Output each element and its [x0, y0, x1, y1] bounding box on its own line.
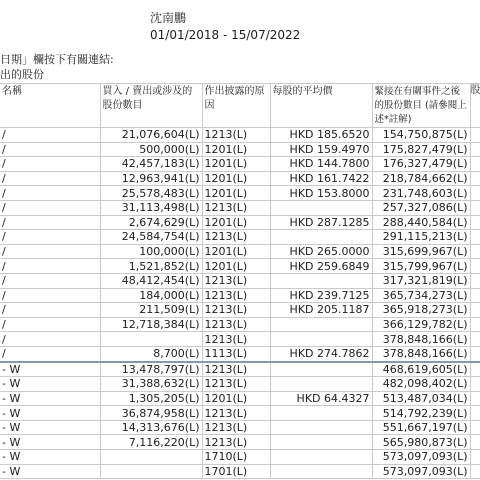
next-column-cell — [470, 157, 480, 172]
shares-after-event-cell: 365,918,273(L) — [372, 303, 470, 318]
average-price-cell: HKD 153.8000 — [270, 186, 372, 201]
average-price-cell — [270, 273, 372, 288]
table-row — [0, 288, 480, 303]
company-name-cell: / — [0, 244, 100, 259]
next-column-cell — [470, 362, 480, 377]
shares-involved-cell: 184,000(L) — [100, 288, 202, 303]
table-row — [0, 377, 480, 392]
table-row — [0, 406, 480, 421]
shares-involved-cell: 100,000(L) — [100, 244, 202, 259]
next-column-cell — [470, 346, 480, 361]
shares-after-event-cell: 378,848,166(L) — [372, 346, 470, 361]
table-row — [0, 303, 480, 318]
company-name-cell: - W — [0, 435, 100, 450]
shares-involved-cell: 13,478,797(L) — [100, 362, 202, 377]
company-name-cell: / — [0, 332, 100, 347]
table-row — [0, 464, 480, 479]
company-name-cell: / — [0, 128, 100, 143]
shares-involved-cell: 42,457,183(L) — [100, 157, 202, 172]
next-column-cell — [470, 391, 480, 406]
table-body — [0, 128, 480, 479]
shares-involved-cell — [100, 450, 202, 465]
shares-involved-cell: 8,700(L) — [100, 346, 202, 361]
column-header-shares-after-event: 緊接在有關事件之後的股份數目 (請參閱上述*註解) — [372, 84, 470, 128]
average-price-cell: HKD 144.7800 — [270, 157, 372, 172]
shares-after-event-cell: 573,097,093(L) — [372, 450, 470, 465]
table-row — [0, 215, 480, 230]
disclosure-reason-cell: 1701(L) — [202, 464, 270, 479]
average-price-cell: HKD 159.4970 — [270, 142, 372, 157]
shares-after-event-cell: 378,848,166(L) — [372, 332, 470, 347]
disclosure-reason-cell: 1213(L) — [202, 288, 270, 303]
shares-involved-cell: 12,963,941(L) — [100, 171, 202, 186]
table-row — [0, 435, 480, 450]
company-name-cell: / — [0, 273, 100, 288]
shares-involved-cell: 500,000(L) — [100, 142, 202, 157]
disclosure-reason-cell: 1201(L) — [202, 157, 270, 172]
shares-after-event-cell: 176,327,479(L) — [372, 157, 470, 172]
company-name-cell: / — [0, 303, 100, 318]
shares-involved-cell: 48,412,454(L) — [100, 273, 202, 288]
table-row — [0, 230, 480, 245]
next-column-cell — [470, 420, 480, 435]
company-name-cell: / — [0, 157, 100, 172]
next-column-cell — [470, 288, 480, 303]
disclosure-reason-cell: 1113(L) — [202, 346, 270, 361]
shares-after-event-cell: 513,487,034(L) — [372, 391, 470, 406]
next-column-cell — [470, 171, 480, 186]
shares-involved-cell — [100, 332, 202, 347]
shares-after-event-cell: 218,784,662(L) — [372, 171, 470, 186]
shares-after-event-cell: 291,115,213(L) — [372, 230, 470, 245]
next-column-cell — [470, 435, 480, 450]
disclosure-reason-cell: 1213(L) — [202, 317, 270, 332]
disclosure-reason-cell: 1201(L) — [202, 186, 270, 201]
shares-involved-cell: 36,874,958(L) — [100, 406, 202, 421]
company-name-cell: - W — [0, 391, 100, 406]
section-label: 出的股份 — [0, 68, 44, 81]
shares-involved-cell: 1,521,852(L) — [100, 259, 202, 274]
company-name-cell: / — [0, 259, 100, 274]
table-row — [0, 200, 480, 215]
disclosure-reason-cell: 1213(L) — [202, 435, 270, 450]
next-column-cell — [470, 332, 480, 347]
column-header-next-column: 股 — [470, 84, 480, 128]
disclosure-reason-cell: 1213(L) — [202, 200, 270, 215]
company-name-cell: / — [0, 186, 100, 201]
average-price-cell — [270, 464, 372, 479]
average-price-cell: HKD 239.7125 — [270, 288, 372, 303]
average-price-cell — [270, 230, 372, 245]
table-row — [0, 171, 480, 186]
disclosure-reason-cell: 1213(L) — [202, 273, 270, 288]
table-row — [0, 332, 480, 347]
shares-after-event-cell: 551,667,197(L) — [372, 420, 470, 435]
link-instruction: 日期」欄按下有關連結: — [0, 53, 114, 66]
average-price-cell — [270, 420, 372, 435]
table-row — [0, 317, 480, 332]
table-row — [0, 244, 480, 259]
next-column-cell — [470, 377, 480, 392]
next-column-cell — [470, 200, 480, 215]
next-column-cell — [470, 215, 480, 230]
shares-after-event-cell: 317,321,819(L) — [372, 273, 470, 288]
person-name: 沈南鵬 — [150, 11, 187, 25]
average-price-cell: HKD 287.1285 — [270, 215, 372, 230]
disclosure-reason-cell: 1213(L) — [202, 362, 270, 377]
company-name-cell: - W — [0, 362, 100, 377]
shares-involved-cell: 24,584,754(L) — [100, 230, 202, 245]
column-header-company-name: 名稱 — [0, 84, 100, 128]
shares-after-event-cell: 366,129,782(L) — [372, 317, 470, 332]
disclosure-reason-cell: 1201(L) — [202, 259, 270, 274]
shares-after-event-cell: 315,699,967(L) — [372, 244, 470, 259]
disclosure-reason-cell: 1201(L) — [202, 142, 270, 157]
disclosure-reason-cell: 1213(L) — [202, 420, 270, 435]
next-column-cell — [470, 259, 480, 274]
table-row — [0, 420, 480, 435]
average-price-cell: HKD 64.4327 — [270, 391, 372, 406]
table-row — [0, 450, 480, 465]
company-name-cell: - W — [0, 450, 100, 465]
shares-after-event-cell: 315,799,967(L) — [372, 259, 470, 274]
company-name-cell: - W — [0, 420, 100, 435]
shares-after-event-cell: 573,097,093(L) — [372, 464, 470, 479]
shares-after-event-cell: 365,734,273(L) — [372, 288, 470, 303]
column-header-disclosure-reason: 作出披露的原因 — [202, 84, 270, 128]
next-column-cell — [470, 230, 480, 245]
table-row — [0, 186, 480, 201]
average-price-cell: HKD 259.6849 — [270, 259, 372, 274]
disclosure-reason-cell: 1213(L) — [202, 406, 270, 421]
shares-involved-cell: 1,305,205(L) — [100, 391, 202, 406]
table-row — [0, 259, 480, 274]
company-name-cell: / — [0, 230, 100, 245]
table-row — [0, 346, 480, 361]
shares-involved-cell: 31,388,632(L) — [100, 377, 202, 392]
next-column-cell — [470, 273, 480, 288]
column-header-shares-involved: 買入 / 賣出或涉及的股份數目 — [100, 84, 202, 128]
table-row — [0, 128, 480, 143]
shares-involved-cell: 31,113,498(L) — [100, 200, 202, 215]
next-column-cell — [470, 317, 480, 332]
disclosure-table — [0, 83, 480, 479]
average-price-cell — [270, 332, 372, 347]
company-name-cell: - W — [0, 464, 100, 479]
shares-involved-cell: 2,674,629(L) — [100, 215, 202, 230]
table-row — [0, 142, 480, 157]
company-name-cell: / — [0, 215, 100, 230]
company-name-cell: / — [0, 317, 100, 332]
column-header-average-price: 每股的平均價 — [270, 84, 372, 128]
average-price-cell — [270, 450, 372, 465]
table-row — [0, 273, 480, 288]
next-column-cell — [470, 464, 480, 479]
shares-after-event-cell: 257,327,086(L) — [372, 200, 470, 215]
next-column-cell — [470, 186, 480, 201]
average-price-cell: HKD 274.7862 — [270, 346, 372, 361]
table-row — [0, 391, 480, 406]
average-price-cell — [270, 435, 372, 450]
disclosure-reason-cell: 1213(L) — [202, 230, 270, 245]
shares-involved-cell: 14,313,676(L) — [100, 420, 202, 435]
next-column-cell — [470, 406, 480, 421]
shares-involved-cell: 25,578,483(L) — [100, 186, 202, 201]
disclosure-reason-cell: 1201(L) — [202, 171, 270, 186]
shares-involved-cell: 211,509(L) — [100, 303, 202, 318]
average-price-cell: HKD 205.1187 — [270, 303, 372, 318]
disclosure-reason-cell: 1213(L) — [202, 303, 270, 318]
next-column-cell — [470, 142, 480, 157]
shares-after-event-cell: 514,792,239(L) — [372, 406, 470, 421]
average-price-cell — [270, 406, 372, 421]
shares-after-event-cell: 154,750,875(L) — [372, 128, 470, 143]
shares-involved-cell: 21,076,604(L) — [100, 128, 202, 143]
company-name-cell: / — [0, 200, 100, 215]
next-column-cell — [470, 244, 480, 259]
shares-involved-cell: 12,718,384(L) — [100, 317, 202, 332]
disclosure-reason-cell: 1201(L) — [202, 391, 270, 406]
next-column-cell — [470, 450, 480, 465]
disclosure-reason-cell: 1213(L) — [202, 332, 270, 347]
table-row — [0, 362, 480, 377]
average-price-cell — [270, 377, 372, 392]
disclosure-reason-cell: 1201(L) — [202, 244, 270, 259]
average-price-cell — [270, 362, 372, 377]
company-name-cell: - W — [0, 406, 100, 421]
next-column-cell — [470, 128, 480, 143]
shares-after-event-cell: 565,980,873(L) — [372, 435, 470, 450]
company-name-cell: / — [0, 346, 100, 361]
disclosure-reason-cell: 1201(L) — [202, 215, 270, 230]
company-name-cell: / — [0, 171, 100, 186]
disclosure-reason-cell: 1710(L) — [202, 450, 270, 465]
average-price-cell: HKD 265.0000 — [270, 244, 372, 259]
table-header-row — [0, 84, 480, 128]
next-column-cell — [470, 303, 480, 318]
disclosure-reason-cell: 1213(L) — [202, 128, 270, 143]
shares-involved-cell: 7,116,220(L) — [100, 435, 202, 450]
average-price-cell: HKD 161.7422 — [270, 171, 372, 186]
average-price-cell — [270, 200, 372, 215]
shares-after-event-cell: 175,827,479(L) — [372, 142, 470, 157]
average-price-cell: HKD 185.6520 — [270, 128, 372, 143]
company-name-cell: / — [0, 288, 100, 303]
average-price-cell — [270, 317, 372, 332]
company-name-cell: / — [0, 142, 100, 157]
shares-involved-cell — [100, 464, 202, 479]
company-name-cell: - W — [0, 377, 100, 392]
date-range: 01/01/2018 - 15/07/2022 — [150, 28, 301, 42]
shares-after-event-cell: 468,619,605(L) — [372, 362, 470, 377]
disclosure-reason-cell: 1213(L) — [202, 377, 270, 392]
table-row — [0, 157, 480, 172]
shares-after-event-cell: 288,440,584(L) — [372, 215, 470, 230]
shares-after-event-cell: 482,098,402(L) — [372, 377, 470, 392]
shares-after-event-cell: 231,748,603(L) — [372, 186, 470, 201]
